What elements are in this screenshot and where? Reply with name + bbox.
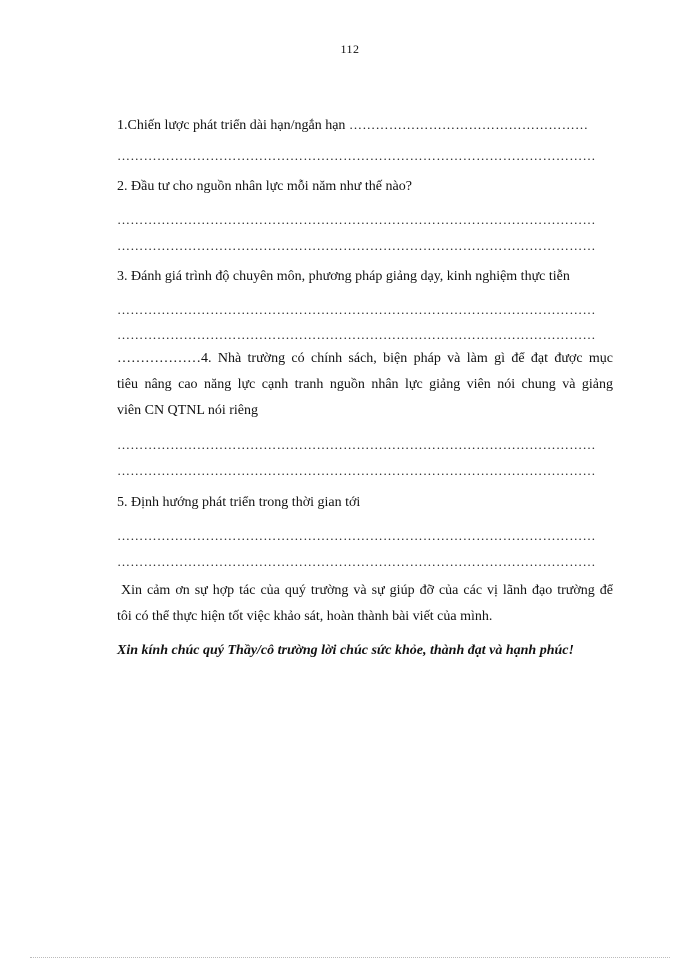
answer-line: ……………………………………………………………………………………………… [117, 212, 596, 227]
question-1 [117, 116, 613, 135]
question-2-prompt: 2. Đầu tư cho nguồn nhân lực mỗi năm như thế nào? [117, 179, 412, 194]
answer-line: ……………………………………………………………………………………………… [117, 463, 596, 478]
thanks-line-2: tôi có thể thực hiện tốt việc khảo sát, hoàn thành bài viết của mình. [117, 609, 493, 624]
answer-line: ……………………………………………………………………………………………… [117, 437, 596, 452]
page-bottom-rule [30, 957, 670, 958]
question-5-prompt: 5. Định hướng phát triển trong thời gian tới [117, 495, 361, 510]
closing-wishes: Xin kính chúc quý Thầy/cô trường lời chúc sức khỏe, thành đạt và hạnh phúc! [117, 643, 574, 658]
question-4-line-1: ………………4. Nhà trường có chính sách, biện pháp và làm gì để đạt được mục [117, 351, 613, 366]
question-1-prompt: 1.Chiến lược phát triển dài hạn/ngắn hạn [117, 118, 346, 133]
answer-line: ……………………………………………………………………………………………… [117, 238, 596, 253]
question-4-line-3: viên CN QTNL nói riêng [117, 403, 259, 418]
page-number: 112 [340, 42, 360, 56]
answer-line: ……………………………………………………………………………………………… [117, 148, 596, 163]
thanks-line-1: Xin cảm ơn sự hợp tác của quý trường và sự giúp đỡ của các vị lãnh đạo trường để [121, 583, 613, 598]
answer-line: ……………………………………………………………………………………………… [117, 528, 596, 543]
answer-line: ……………………………………………………………………………………………… [117, 302, 596, 317]
question-3-prompt: 3. Đánh giá trình độ chuyên môn, phương pháp giảng dạy, kinh nghiệm thực tiễn [117, 269, 570, 284]
question-1-lead-dots: ……………………………………………… [348, 117, 589, 132]
answer-line: ……………………………………………………………………………………………… [117, 327, 596, 342]
answer-line: ……………………………………………………………………………………………… [117, 554, 596, 569]
question-4-line-2: tiêu nâng cao năng lực cạnh tranh nguồn nhân lực giảng viên nói chung và giảng [117, 377, 613, 392]
